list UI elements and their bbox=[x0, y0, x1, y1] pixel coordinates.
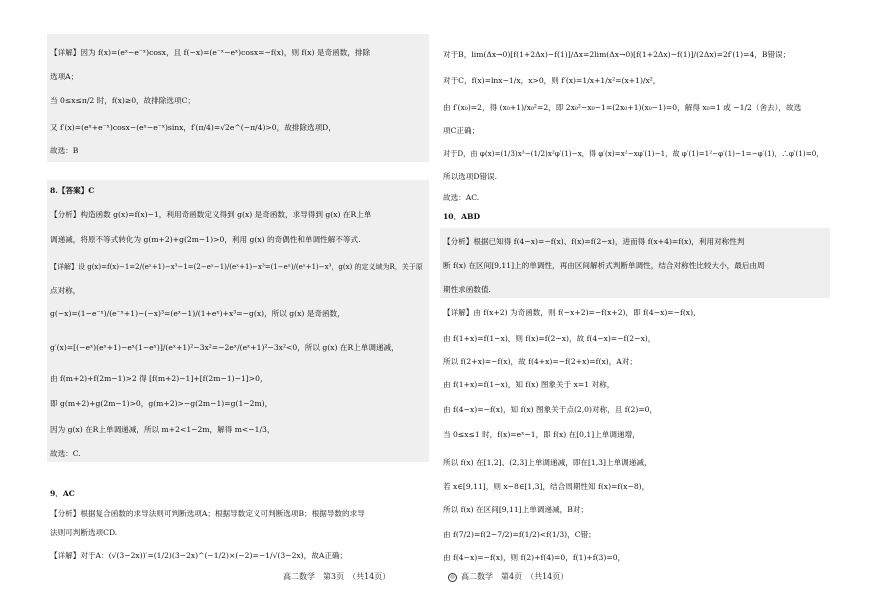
page-footer bbox=[448, 571, 568, 582]
text-line: 项C正确； bbox=[443, 126, 480, 135]
text-line: 所以 f(2+x)=−f(x)，故 f(4+x)=−f(2+x)=f(x)，A对； bbox=[443, 357, 637, 366]
text-line: g′(x)=[(−eˣ)(eˣ+1)−eˣ(1−eˣ)]/(eˣ+1)²−3x²=−2eˣ/(eˣ+1)²−3x²<0，所以 g(x) 在R上单调递减， bbox=[50, 343, 399, 352]
answer-heading: 10．ABD bbox=[443, 212, 481, 221]
text-line: 即 g(m+2)+g(2m−1)>0，g(m+2)>−g(2m−1)=g(1−2m)， bbox=[50, 399, 273, 408]
text-line: 所以 f(x) 在[1,2]、(2,3]上单调递减，即在[1,3]上单调递减， bbox=[443, 458, 652, 467]
text-line: 【分析】构造函数 g(x)=f(x)−1，利用奇函数定义得到 g(x) 是奇函数，求导得到 g(x) 在R上单 bbox=[50, 210, 372, 219]
text-line: 当 0≤x≤1 时，f(x)=eˣ−1，即 f(x) 在[0,1]上单调递增， bbox=[443, 430, 640, 439]
text-line: 选项A； bbox=[50, 72, 79, 81]
answer-heading: 8.【答案】C bbox=[50, 186, 95, 195]
text-line: 【详解】因为 f(x)=(eˣ−e⁻ˣ)cosx，且 f(−x)=(e⁻ˣ−eˣ)cosx=−f(x)，则 f(x) 是奇函数，排除 bbox=[50, 48, 371, 57]
page-footer: 高二数学 第3页 （共14页） bbox=[283, 572, 391, 581]
circle-icon: ◎ bbox=[448, 573, 457, 582]
text-line: 由 f(m+2)+f(2m−1)>2 得 [f(m+2)−1]+[f(2m−1)−1]>0， bbox=[50, 374, 268, 383]
text-line: 又 f′(x)=(eˣ+e⁻ˣ)cosx−(eˣ−e⁻ˣ)sinx，f′(π/4)=√2e^(−π/4)>0，故排除选项D， bbox=[50, 123, 336, 132]
text-line: 若 x∈[9,11]，则 x−8∈[1,3]，结合周期性知 f(x)=f(x−8)， bbox=[443, 482, 650, 491]
text-line: 断 f(x) 在区间[9,11]上的单调性，再由区间解析式判断单调性，结合对称性比较大小，最后由周 bbox=[443, 261, 765, 270]
text-line: 法则可判断选项CD. bbox=[50, 528, 118, 537]
text-line: g(−x)=(1−e⁻ˣ)/(e⁻ˣ+1)−(−x)³=(eˣ−1)/(1+eˣ)+x³=−g(x)，所以 g(x) 是奇函数， bbox=[50, 309, 345, 318]
text-line: 【分析】根据复合函数的求导法则可判断选项A；根据导数定义可判断选项B；根据导数的求导 bbox=[50, 509, 365, 518]
text-line: 当 0≤x≤π/2 时，f(x)≥0，故排除选项C； bbox=[50, 96, 196, 105]
text-line: 【分析】根据已知得 f(4−x)=−f(x)、f(x)=f(2−x)，进而得 f(x+4)=f(x)，利用对称性判 bbox=[443, 237, 745, 246]
page-footer-text: 高二数学 第4页 （共14页） bbox=[461, 572, 569, 581]
text-line: 故选：C. bbox=[50, 449, 81, 458]
text-line: 对于C，f(x)=lnx−1/x，x>0，则 f′(x)=1/x+1/x²=(x+1)/x²， bbox=[443, 76, 661, 85]
text-line: 点对称， bbox=[50, 286, 81, 295]
text-line: 故选：B bbox=[50, 146, 79, 155]
text-line: 对于D，由 φ(x)=(1/3)x³−(1/2)x²φ′(1)−x，得 φ′(x)=x²−xφ′(1)−1，故 φ′(1)=1²−φ′(1)−1=−φ′(1)，∴φ′(1)=0， bbox=[443, 149, 824, 158]
text-line: 故选：AC. bbox=[443, 193, 480, 202]
text-line: 【详解】设 g(x)=f(x)−1=2/(eˣ+1)−x³−1=(2−eˣ−1)/(eˣ+1)−x³=(1−eˣ)/(eˣ+1)−x³，g(x) 的定义域为R，关于原 bbox=[50, 263, 423, 271]
text-line: 【详解】对于A：(√(3−2x))′=(1/2)(3−2x)^(−1/2)×(−2)=−1/√(3−2x)，故A正确； bbox=[50, 551, 348, 560]
text-line: 由 f(4−x)=−f(x)，则 f(2)+f(4)=0，f(1)+f(3)=0， bbox=[443, 553, 626, 562]
text-line: 期性求函数值. bbox=[443, 285, 491, 294]
section-highlight-q8 bbox=[47, 180, 429, 462]
text-line: 所以 f(x) 在区间[9,11]上单调递减，B对； bbox=[443, 505, 588, 514]
text-line: 【详解】由 f(x+2) 为奇函数，则 f(−x+2)=−f(x+2)，即 f(4−x)=−f(x)， bbox=[443, 308, 701, 317]
text-line: 因为 g(x) 在R上单调递减，所以 m+2<1−2m，解得 m<−1/3， bbox=[50, 425, 275, 434]
text-line: 由 f′(x₀)=2，得 (x₀+1)/x₀²=2，即 2x₀²−x₀−1=(2x₀+1)(x₀−1)=0，解得 x₀=1 或 −1/2（舍去），故选 bbox=[443, 103, 802, 112]
text-line: 由 f(4−x)=−f(x)，知 f(x) 图象关于点(2,0)对称，且 f(2)=0， bbox=[443, 405, 658, 414]
text-line: 调递减，将原不等式转化为 g(m+2)+g(2m−1)>0，利用 g(x) 的奇偶性和单调性解不等式. bbox=[50, 235, 361, 244]
text-line: 由 f(1+x)=f(1−x)，则 f(x)=f(2−x)，故 f(4−x)=−f(2−x)， bbox=[443, 334, 656, 343]
text-line: 所以选项D错误. bbox=[443, 172, 498, 181]
text-line: 对于B，lim(Δx→0)[f(1+2Δx)−f(1)]/Δx=2lim(Δx→0)[f(1+2Δx)−f(1)]/(2Δx)=2f′(1)=4，B错误； bbox=[443, 50, 791, 59]
text-line: 由 f(1+x)=f(1−x)，知 f(x) 图象关于 x=1 对称， bbox=[443, 380, 615, 389]
text-line: 由 f(7/2)=f(2−7/2)=f(1/2)<f(1/3)，C错； bbox=[443, 530, 596, 539]
answer-heading: 9．AC bbox=[50, 489, 75, 498]
